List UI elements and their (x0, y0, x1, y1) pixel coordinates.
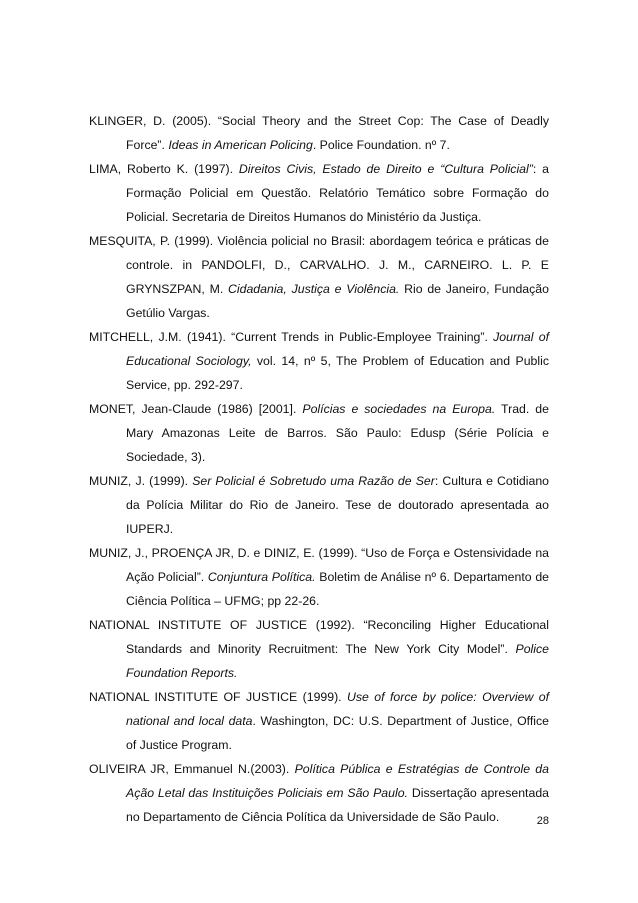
reference-title: Ideas in American Policing (168, 138, 313, 152)
reference-entry (89, 325, 549, 397)
reference-entry (89, 685, 549, 757)
reference-entry (89, 109, 549, 157)
reference-text: : a Formação Policial em Questão. Relatório Temático sobre Formação do Policial. Secretaria de Direitos Humanos do Ministério da Justiça. (126, 162, 549, 224)
reference-entry (89, 157, 549, 229)
reference-text: NATIONAL INSTITUTE OF JUSTICE (1992). “Reconciling Higher Educational Standards and Minority Recruitment: The New York City Model”. (89, 618, 549, 656)
reference-entry (89, 757, 549, 829)
reference-text: OLIVEIRA JR, Emmanuel N.(2003). (89, 762, 295, 776)
reference-title: Ser Policial é Sobretudo uma Razão de Ser (192, 474, 435, 488)
reference-text: MUNIZ, J. (1999). (89, 474, 193, 488)
reference-title: Police Foundation Reports. (126, 642, 549, 680)
reference-entry (89, 397, 549, 469)
reference-text: . Police Foundation. nº 7. (312, 138, 450, 152)
reference-text: Dissertação apresentada no Departamento de Ciência Política da Universidade de São Paulo. (126, 786, 549, 824)
reference-text: vol. 14, nº 5, The Problem of Education and Public Service, pp. 292-297. (126, 354, 549, 392)
reference-title: Direitos Civis, Estado de Direito e “Cultura Policial” (238, 162, 533, 176)
page-number: 28 (536, 815, 549, 827)
reference-title: Journal of Educational Sociology, (126, 330, 549, 368)
reference-entry (89, 229, 549, 325)
reference-text: LIMA, Roberto K. (1997). (89, 162, 239, 176)
reference-title: Polícias e sociedades na Europa. (302, 402, 496, 416)
reference-text: : Cultura e Cotidiano da Polícia Militar do Rio de Janeiro. Tese de doutorado apresentada ao IUPERJ. (126, 474, 549, 536)
reference-text: MONET, Jean-Claude (1986) [2001]. (89, 402, 303, 416)
reference-title: Conjuntura Política. (207, 570, 316, 584)
reference-entry (89, 613, 549, 685)
reference-entry (89, 541, 549, 613)
reference-title: Política Pública e Estratégias de Controle da Ação Letal das Instituições Policiais em São Paulo. (126, 762, 549, 800)
reference-list (89, 109, 549, 829)
reference-text: KLINGER, D. (2005). “Social Theory and the Street Cop: The Case of Deadly Force”. (89, 114, 549, 152)
reference-title: Cidadania, Justiça e Violência. (228, 282, 400, 296)
reference-entry (89, 469, 549, 541)
reference-text: MESQUITA, P. (1999). Violência policial no Brasil: abordagem teórica e práticas de controle. in PANDOLFI, D., CARVALHO. J. M., CARNEIRO. L. P. E GRYNSZPAN, M. (89, 234, 549, 296)
reference-text: MITCHELL, J.M. (1941). “Current Trends in Public-Employee Training”. (89, 330, 494, 344)
reference-text: Rio de Janeiro, Fundação Getúlio Vargas. (126, 282, 549, 320)
reference-text: Trad. de Mary Amazonas Leite de Barros. São Paulo: Edusp (Série Polícia e Sociedade, 3). (126, 402, 549, 464)
reference-text: MUNIZ, J., PROENÇA JR, D. e DINIZ, E. (1999). “Uso de Força e Ostensividade na Ação Policial”. (89, 546, 549, 584)
reference-text: Boletim de Análise nº 6. Departamento de Ciência Política – UFMG; pp 22-26. (126, 570, 549, 608)
reference-text: . Washington, DC: U.S. Department of Justice, Office of Justice Program. (126, 714, 549, 752)
reference-text: NATIONAL INSTITUTE OF JUSTICE (1999). (89, 690, 348, 704)
reference-title: Use of force by police: Overview of national and local data (126, 690, 549, 728)
